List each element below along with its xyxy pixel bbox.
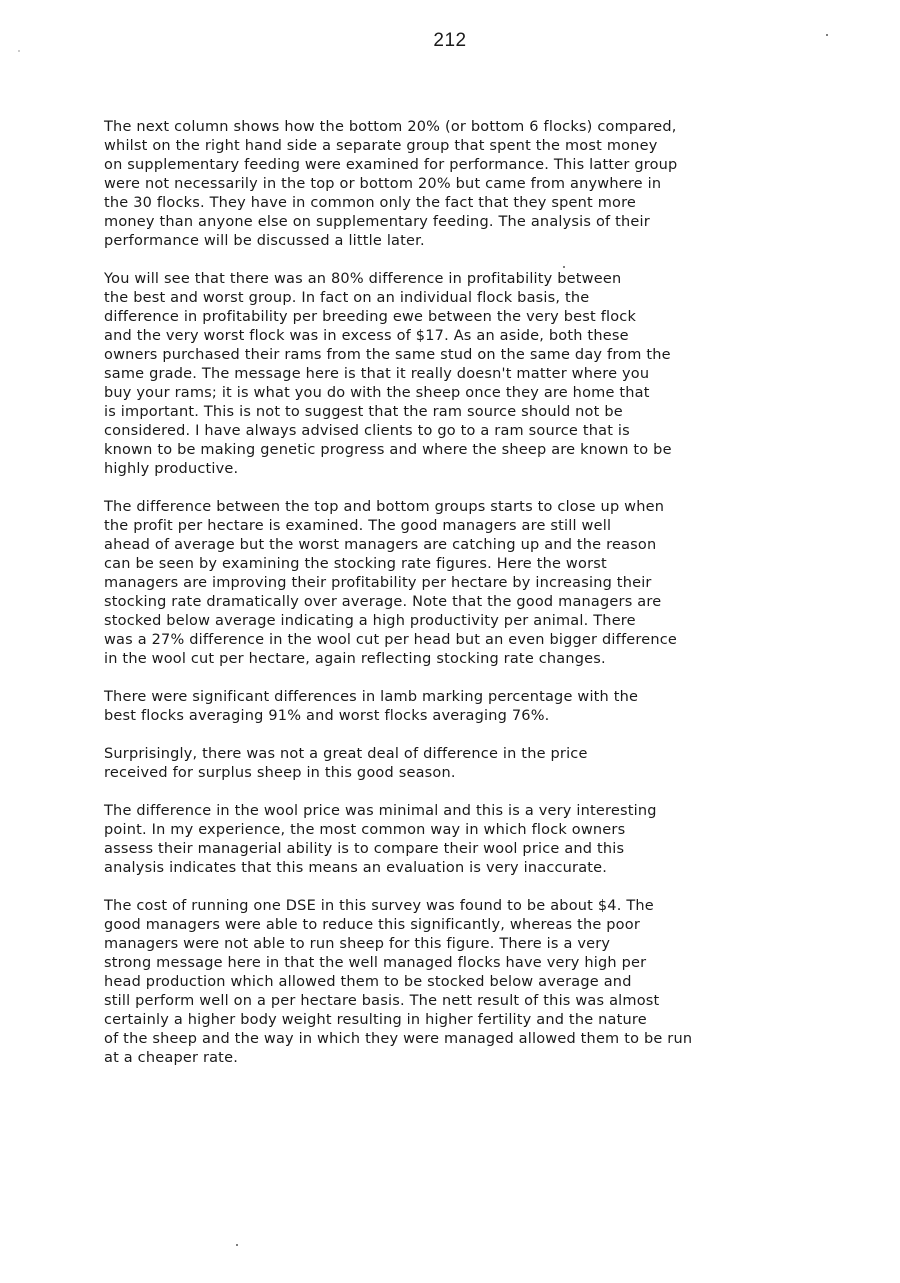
paragraph-3 [104,498,864,669]
scan-speck [18,50,20,52]
body-text [104,118,864,1087]
text-line: ahead of average but the worst managers are catching up and the reason [104,537,657,553]
text-line: difference in profitability per breeding ewe between the very best flock [104,309,637,325]
text-line: assess their managerial ability is to compare their wool price and this [104,841,625,857]
text-line: received for surplus sheep in this good season. [104,765,456,781]
scan-speck [826,34,828,36]
text-line: the best and worst group. In fact on an individual flock basis, the [104,290,590,306]
text-line: The difference in the wool price was minimal and this is a very interesting [104,803,657,819]
text-line: whilst on the right hand side a separate group that spent the most money [104,138,658,154]
paragraph-4 [104,688,864,726]
text-line: on supplementary feeding were examined for performance. This latter group [104,157,678,173]
text-line: point. In my experience, the most common way in which flock owners [104,822,626,838]
text-line: strong message here in that the well managed flocks have very high per [104,955,647,971]
text-line: same grade. The message here is that it really doesn't matter where you [104,366,650,382]
text-line: best flocks averaging 91% and worst flocks averaging 76%. [104,708,550,724]
text-line: There were significant differences in lamb marking percentage with the [104,689,639,705]
text-line: analysis indicates that this means an evaluation is very inaccurate. [104,860,608,876]
text-line: The cost of running one DSE in this survey was found to be about $4. The [104,898,654,914]
page-number: 212 [433,30,467,51]
text-line: is important. This is not to suggest that the ram source should not be [104,404,623,420]
text-line: Surprisingly, there was not a great deal of difference in the price [104,746,588,762]
text-line: good managers were able to reduce this significantly, whereas the poor [104,917,640,933]
text-line: was a 27% difference in the wool cut per head but an even bigger difference [104,632,678,648]
text-line: still perform well on a per hectare basis. The nett result of this was almost [104,993,660,1009]
text-line: stocked below average indicating a high productivity per animal. There [104,613,636,629]
text-line: considered. I have always advised clients to go to a ram source that is [104,423,630,439]
text-line: of the sheep and the way in which they were managed allowed them to be run [104,1031,693,1047]
paragraph-7 [104,897,864,1068]
text-line: managers are improving their profitability per hectare by increasing their [104,575,652,591]
text-line: managers were not able to run sheep for this figure. There is a very [104,936,611,952]
paragraph-5 [104,745,864,783]
text-line: at a cheaper rate. [104,1050,239,1066]
paragraph-6 [104,802,864,878]
text-line: The next column shows how the bottom 20% (or bottom 6 flocks) compared, [104,119,677,135]
text-line: certainly a higher body weight resulting in higher fertility and the nature [104,1012,647,1028]
text-line: stocking rate dramatically over average. Note that the good managers are [104,594,662,610]
text-line: in the wool cut per hectare, again reflecting stocking rate changes. [104,651,606,667]
text-line: were not necessarily in the top or bottom 20% but came from anywhere in [104,176,662,192]
text-line: head production which allowed them to be stocked below average and [104,974,632,990]
text-line: performance will be discussed a little later. [104,233,425,249]
paragraph-1 [104,118,864,251]
text-line: can be seen by examining the stocking rate figures. Here the worst [104,556,607,572]
text-line: known to be making genetic progress and where the sheep are known to be [104,442,672,458]
text-line: the profit per hectare is examined. The good managers are still well [104,518,612,534]
scan-speck [236,1244,238,1246]
text-line: buy your rams; it is what you do with the sheep once they are home that [104,385,650,401]
scan-speck [563,266,565,268]
text-line: money than anyone else on supplementary feeding. The analysis of their [104,214,650,230]
paragraph-2 [104,270,864,479]
text-line: You will see that there was an 80% difference in profitability between [104,271,622,287]
text-line: owners purchased their rams from the same stud on the same day from the [104,347,671,363]
text-line: the 30 flocks. They have in common only the fact that they spent more [104,195,637,211]
text-line: highly productive. [104,461,239,477]
text-line: and the very worst flock was in excess of $17. As an aside, both these [104,328,629,344]
text-line: The difference between the top and bottom groups starts to close up when [104,499,665,515]
